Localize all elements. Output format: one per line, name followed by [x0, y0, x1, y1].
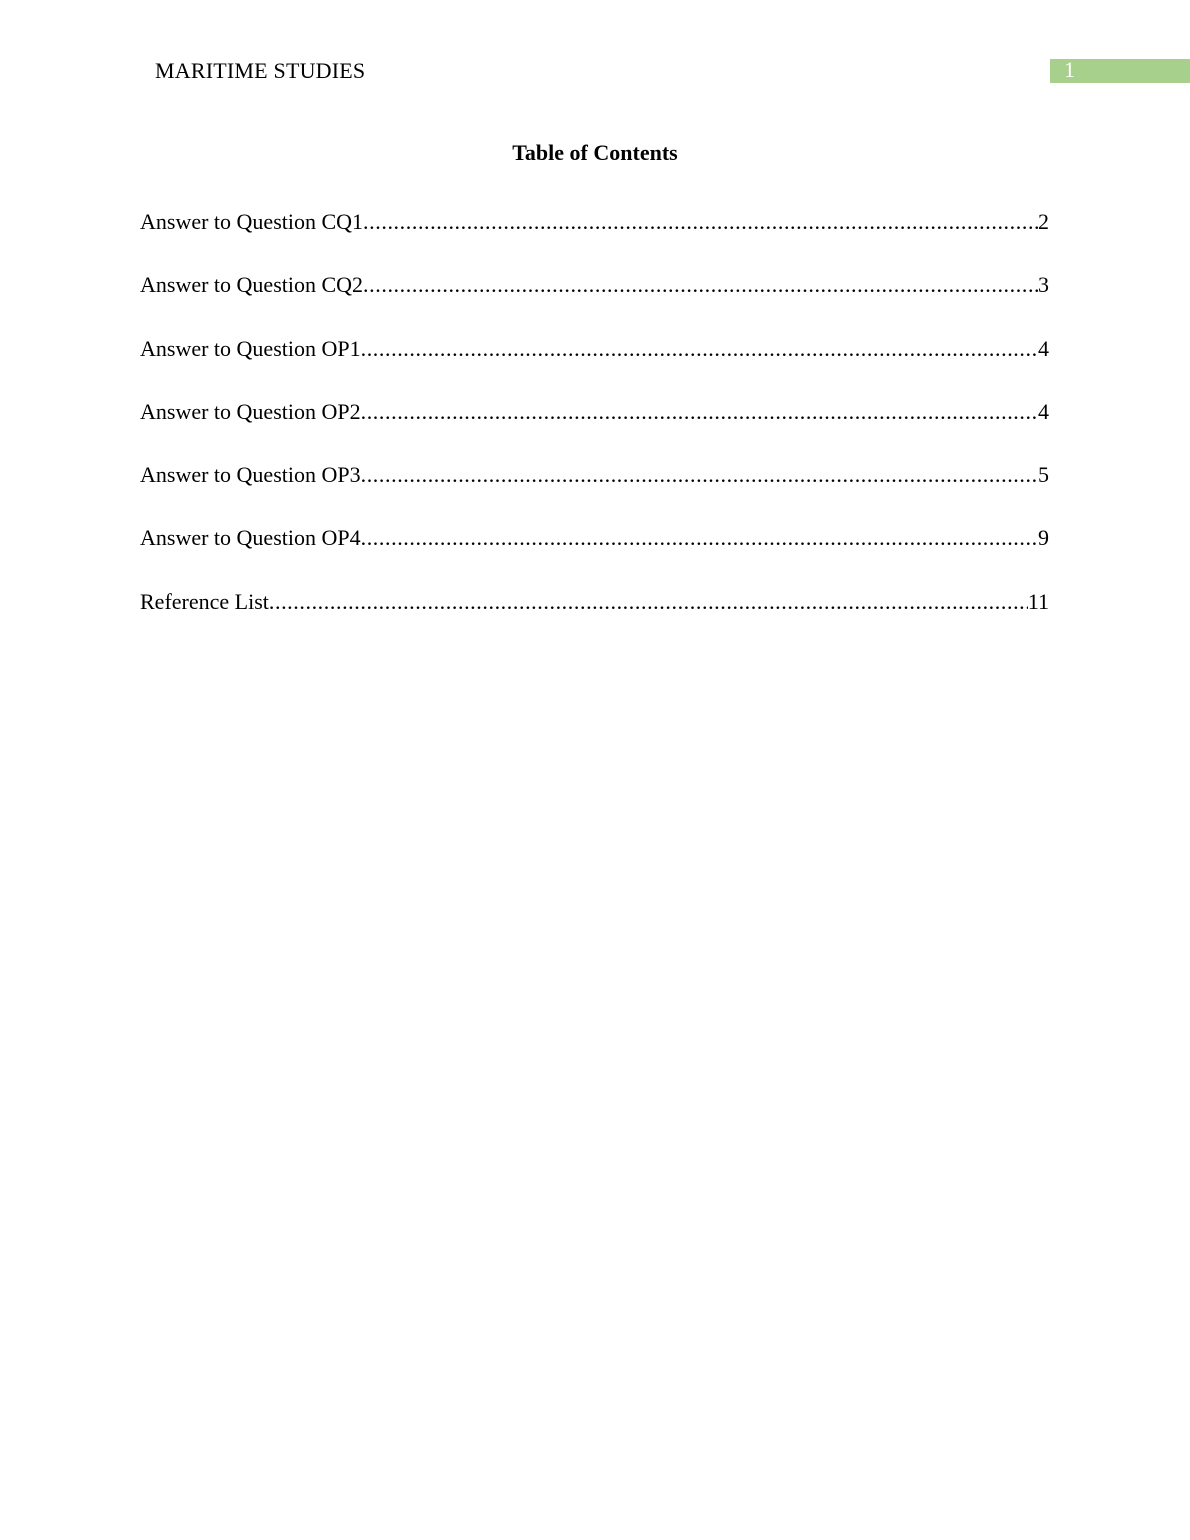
- toc-entry-cq1[interactable]: [140, 208, 1049, 271]
- toc-entry-page: 5: [1038, 462, 1049, 488]
- toc-dot-leader: [361, 524, 1038, 552]
- toc-entry-label: Answer to Question CQ1: [140, 209, 364, 234]
- toc-entry-label: Answer to Question CQ2: [140, 272, 364, 298]
- toc-list: [140, 208, 1049, 651]
- page-number: 1: [1064, 57, 1075, 82]
- toc-entry-reference-list[interactable]: [140, 588, 1049, 651]
- running-head: MARITIME STUDIES: [155, 58, 366, 83]
- toc-entry-page: 4: [1038, 398, 1049, 424]
- toc-entry-label: Reference List: [140, 588, 269, 614]
- page-number-badge: [1050, 59, 1190, 83]
- toc-entry-label: Answer to Question OP2: [140, 398, 361, 424]
- toc-dot-leader: [361, 335, 1038, 363]
- toc-dot-leader: [269, 588, 1028, 616]
- toc-dot-leader: [363, 208, 1038, 236]
- toc-entry-label: Answer to Question OP4: [140, 525, 361, 551]
- toc-entry-op4[interactable]: [140, 524, 1049, 587]
- toc-entry-op2[interactable]: [140, 398, 1049, 461]
- toc-dot-leader: [361, 461, 1038, 489]
- toc-dot-leader: [363, 271, 1038, 299]
- toc-entry-label: Answer to Question OP3: [140, 462, 361, 488]
- toc-entry-op1[interactable]: [140, 335, 1049, 398]
- toc-dot-leader: [361, 398, 1038, 426]
- toc-title: Table of Contents: [512, 140, 678, 165]
- toc-entry-op3[interactable]: [140, 461, 1049, 524]
- toc-entry-page: 3: [1038, 272, 1049, 298]
- toc-entry-page: 2: [1038, 209, 1049, 234]
- toc-entry-page: 11: [1027, 588, 1049, 614]
- toc-entry-label: Answer to Question OP1: [140, 335, 361, 361]
- toc-entry-page: 9: [1038, 525, 1049, 551]
- toc-entry-cq2[interactable]: [140, 271, 1049, 334]
- toc-entry-page: 4: [1038, 335, 1049, 361]
